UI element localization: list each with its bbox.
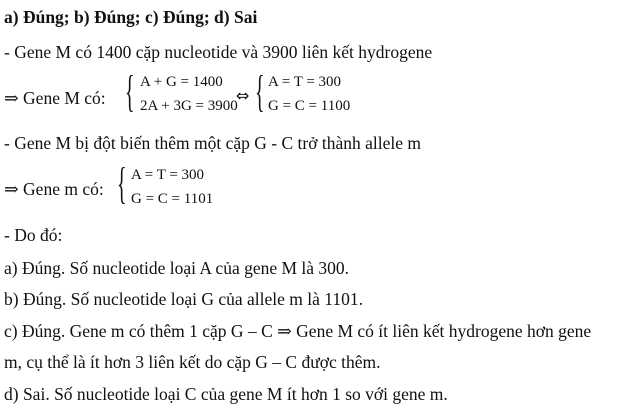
item-d: d) Sai. Số nucleotide loại C của gene M ít hơn 1 so với gene m. xyxy=(4,384,448,404)
deduce-M-prefix: ⇒ Gene M có: xyxy=(4,88,106,108)
brace-left-1: { xyxy=(125,67,135,116)
therefore-heading: - Do đó: xyxy=(4,225,63,245)
equation-2: 2A + 3G = 3900 xyxy=(140,98,238,114)
brace-left-3: { xyxy=(117,159,127,208)
equivalence-symbol: ⇔ xyxy=(236,86,250,105)
result-AT-M: A = T = 300 xyxy=(268,74,342,90)
item-b: b) Đúng. Số nucleotide loại G của allele m là 1101. xyxy=(4,289,363,309)
mutation-statement: - Gene M bị đột biến thêm một cặp G - C trở thành allele m xyxy=(4,133,422,153)
item-c-line-2: m, cụ thể là ít hơn 3 liên kết do cặp G – C được thêm. xyxy=(4,352,381,372)
gene-M-statement: - Gene M có 1400 cặp nucleotide và 3900 liên kết hydrogene xyxy=(4,42,433,62)
answer-summary: a) Đúng; b) Đúng; c) Đúng; d) Sai xyxy=(4,7,258,27)
item-a: a) Đúng. Số nucleotide loại A của gene M là 300. xyxy=(4,258,350,278)
item-c-line-1: c) Đúng. Gene m có thêm 1 cặp G – C ⇒ Gene M có ít liên kết hydrogene hơn gene xyxy=(4,321,592,341)
equation-1: A + G = 1400 xyxy=(140,74,223,90)
result-GC-M: G = C = 1100 xyxy=(268,98,351,114)
deduce-m-prefix: ⇒ Gene m có: xyxy=(4,179,104,199)
result-GC-m: G = C = 1101 xyxy=(131,191,214,207)
result-AT-m: A = T = 300 xyxy=(131,167,205,183)
brace-left-2: { xyxy=(255,67,265,116)
